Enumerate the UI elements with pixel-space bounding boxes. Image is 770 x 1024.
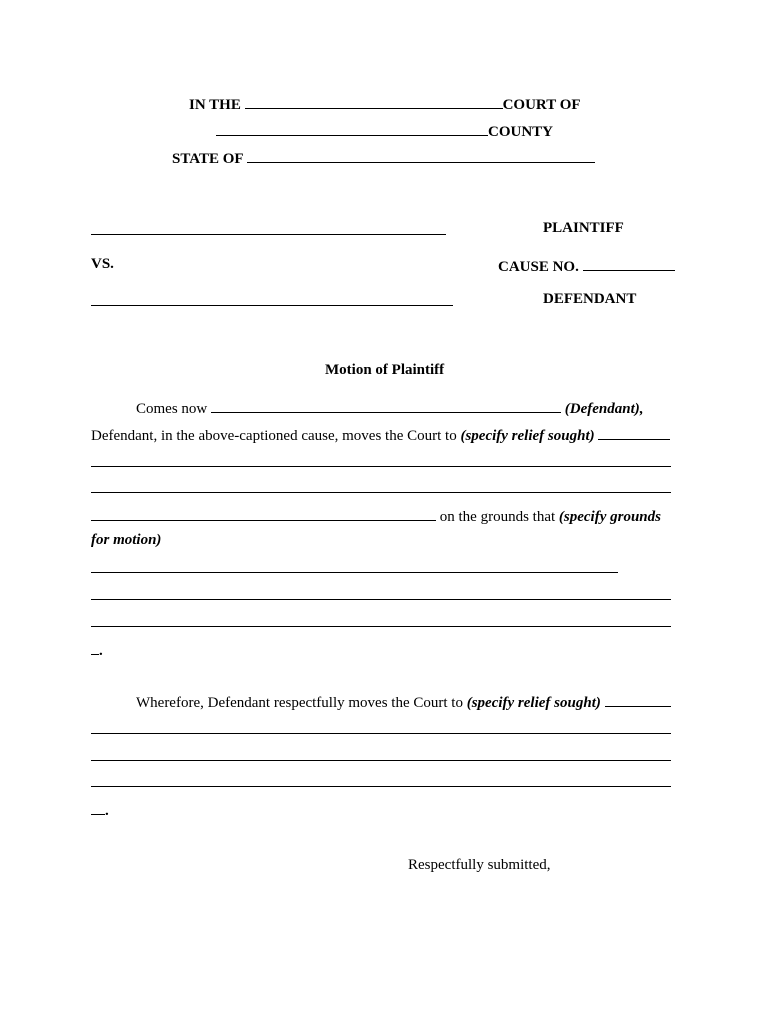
comes-now-text: Comes now bbox=[136, 401, 208, 417]
state-name-blank[interactable] bbox=[247, 148, 595, 163]
caption-line-3 bbox=[172, 148, 595, 168]
relief-row bbox=[91, 425, 670, 445]
state-of-label: STATE OF bbox=[172, 151, 243, 167]
in-the-label: IN THE bbox=[189, 97, 241, 113]
period-2: . bbox=[105, 803, 109, 819]
defendant-name-line[interactable] bbox=[91, 305, 453, 306]
court-of-label: COURT OF bbox=[502, 97, 581, 113]
wherefore-row bbox=[136, 692, 671, 712]
for-motion-italic: for motion) bbox=[91, 532, 162, 548]
grounds-italic: (specify grounds bbox=[558, 509, 661, 525]
relief2-line-1[interactable] bbox=[91, 733, 671, 734]
vs-label: VS. bbox=[91, 256, 114, 272]
relief2-line-2[interactable] bbox=[91, 760, 671, 761]
defendant-italic: (Defendant), bbox=[564, 401, 644, 417]
relief-intro-text: Defendant, in the above-captioned cause, moves the Court to bbox=[91, 428, 457, 444]
grounds-line-2[interactable] bbox=[91, 599, 671, 600]
relief2-end-blank[interactable] bbox=[91, 800, 105, 815]
period-1: . bbox=[99, 643, 103, 659]
relief2-line-3[interactable] bbox=[91, 786, 671, 787]
caption-line-2 bbox=[216, 121, 553, 141]
county-label: COUNTY bbox=[488, 124, 554, 140]
cause-no-label: CAUSE NO. bbox=[498, 259, 579, 275]
grounds-row bbox=[91, 506, 661, 526]
relief-italic: (specify relief sought) bbox=[460, 428, 595, 444]
relief-italic-2: (specify relief sought) bbox=[466, 695, 601, 711]
plaintiff-label: PLAINTIFF bbox=[543, 220, 624, 236]
relief-line-1[interactable] bbox=[91, 466, 671, 467]
cause-no-blank[interactable] bbox=[583, 256, 675, 271]
wherefore-text: Wherefore, Defendant respectfully moves the Court to bbox=[136, 695, 463, 711]
court-name-blank[interactable] bbox=[245, 94, 503, 109]
relief-blank-end[interactable] bbox=[91, 506, 436, 521]
defendant-name-blank[interactable] bbox=[211, 398, 561, 413]
grounds-line-3[interactable] bbox=[91, 626, 671, 627]
relief2-blank-start[interactable] bbox=[605, 692, 671, 707]
plaintiff-name-line[interactable] bbox=[91, 234, 446, 235]
grounds-end-blank[interactable] bbox=[91, 640, 99, 655]
county-name-blank[interactable] bbox=[216, 121, 488, 136]
caption-line-1 bbox=[189, 94, 581, 114]
relief2-end-row bbox=[91, 800, 109, 820]
grounds-text: on the grounds that bbox=[439, 509, 556, 525]
comes-now-row bbox=[136, 398, 644, 418]
document-title: Motion of Plaintiff bbox=[325, 362, 445, 378]
grounds-line-1[interactable] bbox=[91, 572, 618, 573]
relief-blank-start[interactable] bbox=[598, 425, 670, 440]
defendant-label: DEFENDANT bbox=[543, 291, 637, 307]
closing-text: Respectfully submitted, bbox=[408, 857, 551, 873]
cause-no-row bbox=[498, 256, 675, 276]
grounds-end-row bbox=[91, 640, 103, 660]
relief-line-2[interactable] bbox=[91, 492, 671, 493]
